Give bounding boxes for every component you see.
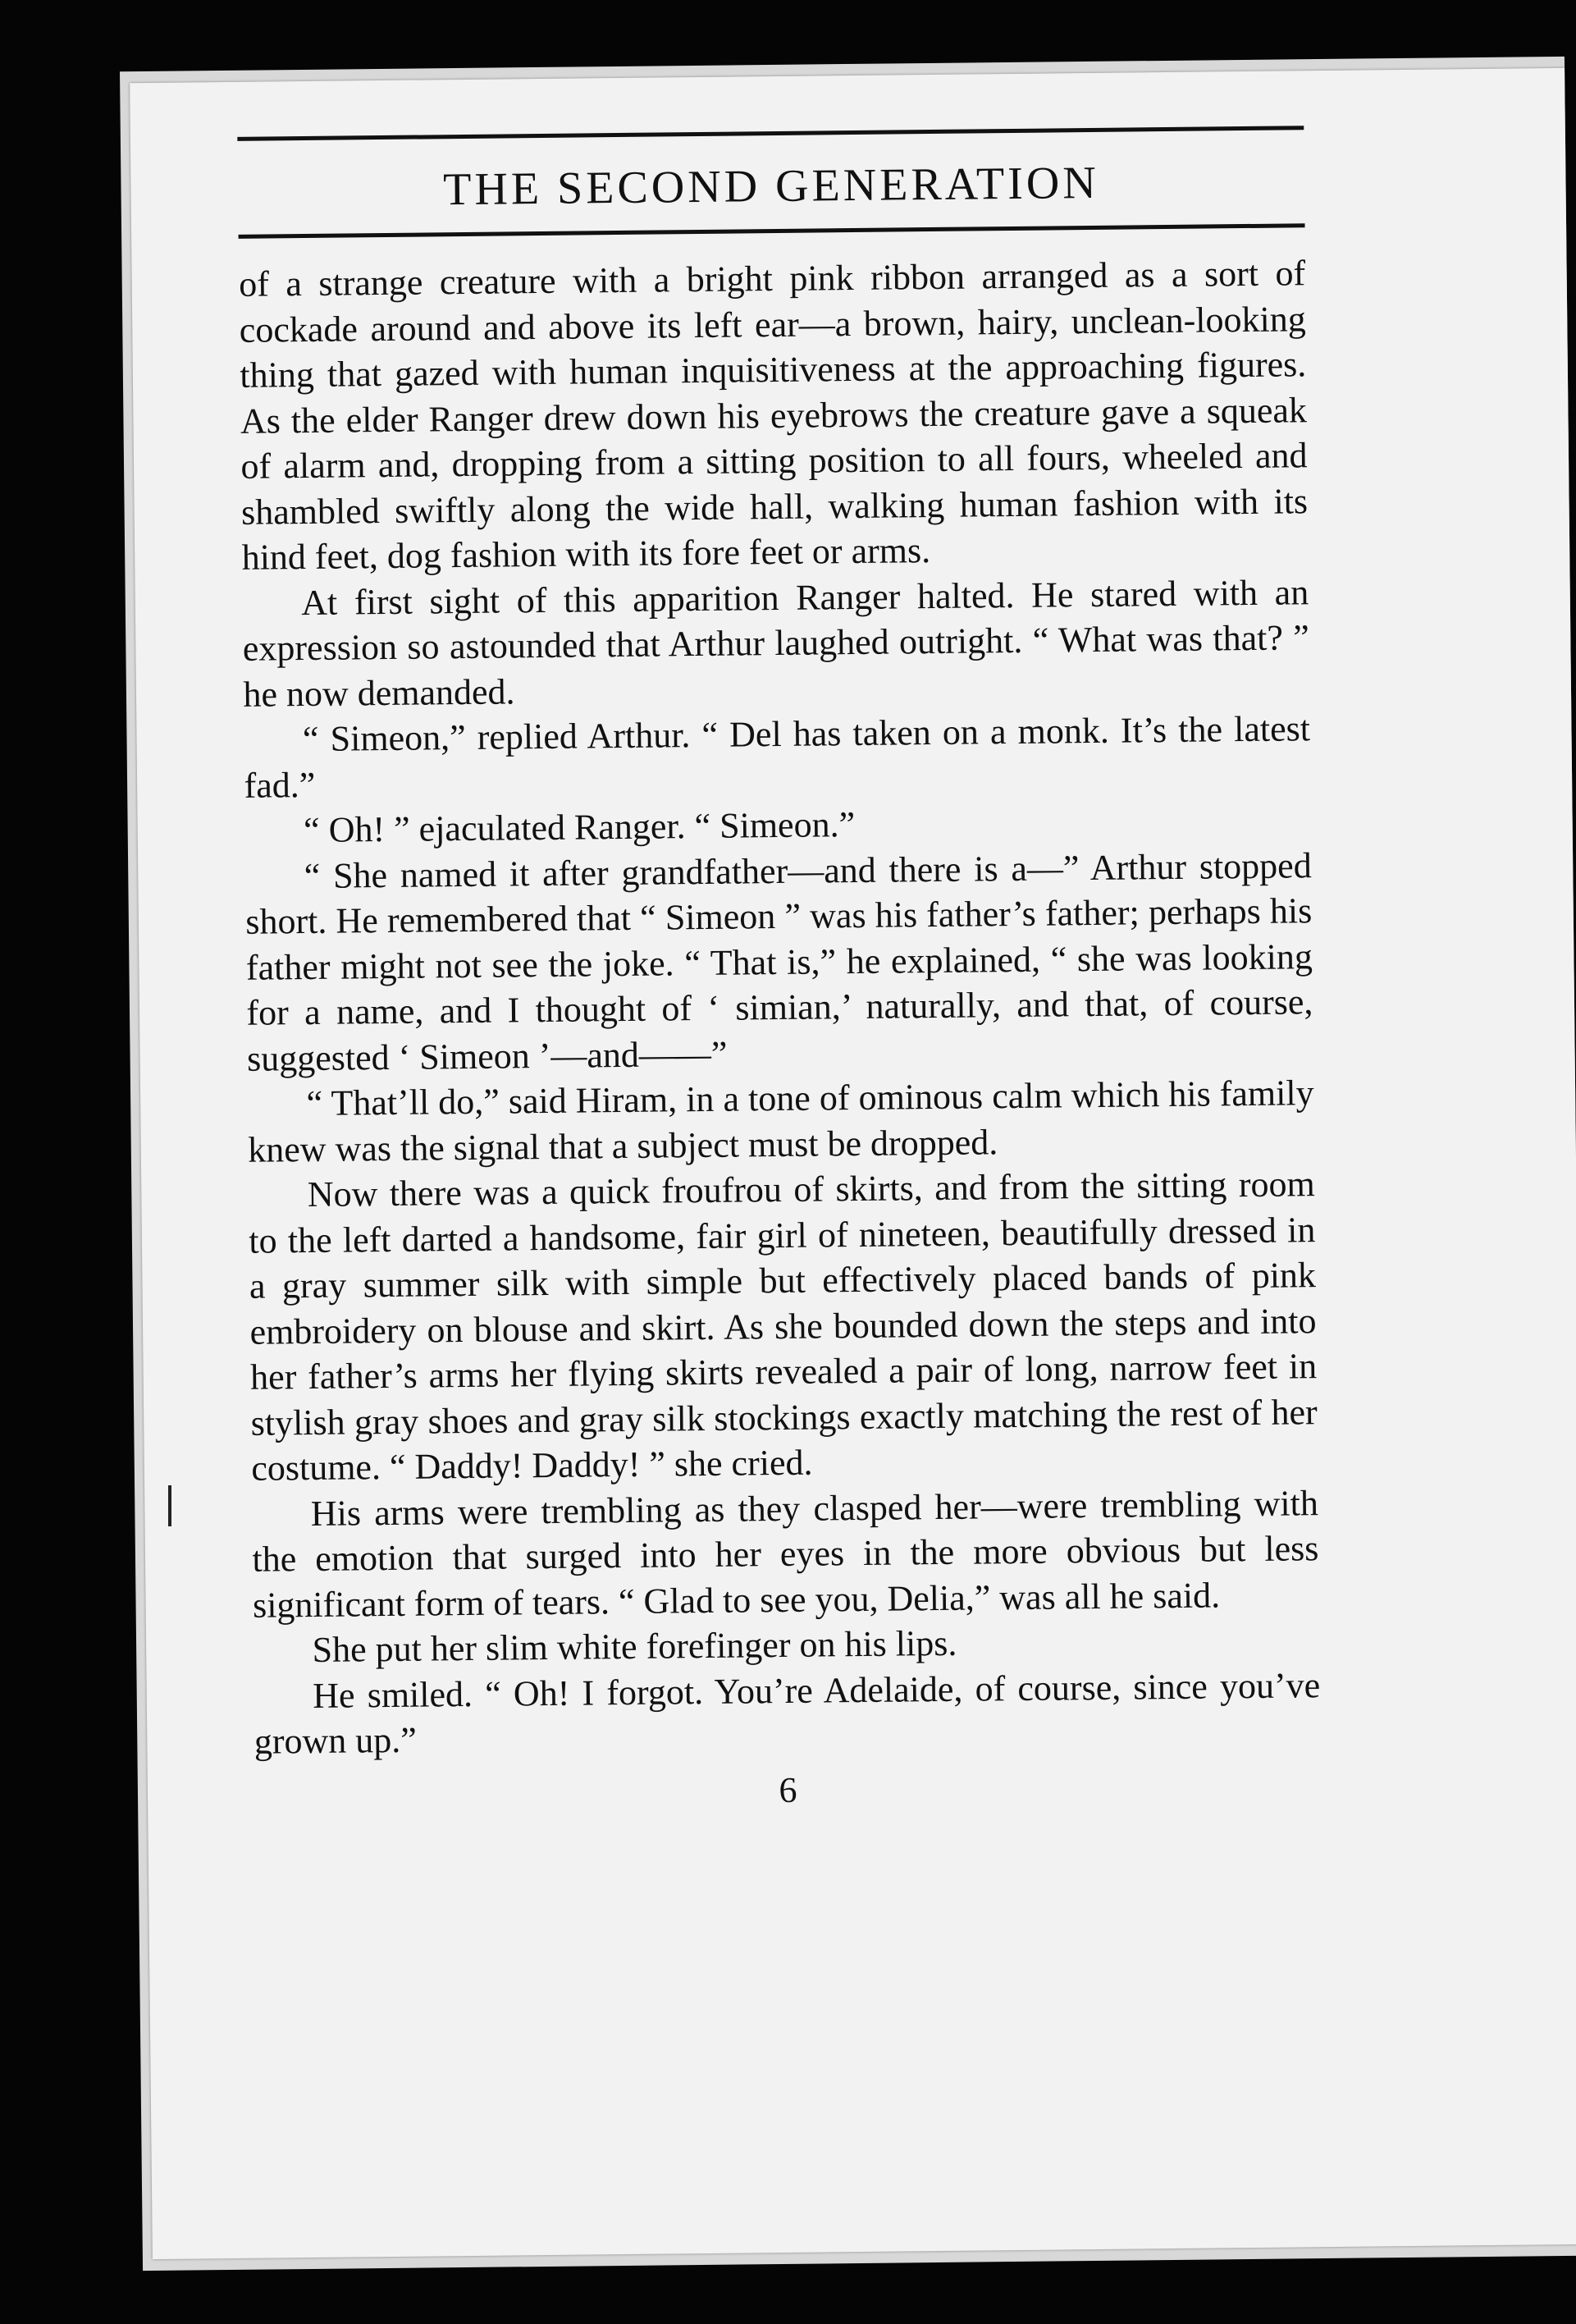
paragraph: “ That’ll do,” said Hiram, in a tone of ominous calm which his family knew was the signal that a subject must be dropped. xyxy=(247,1073,1314,1170)
paragraph: At first sight of this apparition Ranger halted. He stared with an expression so astounded that Arthur laughed outright. “ What was that? ” he now demanded. xyxy=(242,571,1310,715)
body-text xyxy=(239,250,1321,1764)
running-head: THE SECOND GENERATION xyxy=(442,157,1100,216)
header-rule-bottom xyxy=(239,223,1305,239)
margin-mark xyxy=(168,1485,171,1526)
page-number: 6 xyxy=(779,1769,797,1810)
paragraph: His arms were trembling as they clasped her—were trembling with the emotion that surged into her eyes in the more obvious but less significant form of tears. “ Glad to see you, Delia,” was all he said. xyxy=(252,1482,1319,1626)
paragraph: She put her slim white forefinger on his lips. xyxy=(312,1622,957,1671)
paragraph: Now there was a quick froufrou of skirts, and from the sitting room to the left darted a handsome, fair girl of nineteen, beautifully dressed in a gray summer silk with simple but effectively placed bands of pink embroidery on blouse and skirt. As she bounded down the steps and into her father’s arms her flying skirts revealed a pair of long, narrow feet in stylish gray shoes and gray silk stockings exactly matching the rest of her costume. “ Daddy! Daddy! ” she cried. xyxy=(249,1164,1318,1489)
paragraph: He smiled. “ Oh! I forgot. You’re Adelaide, of course, since you’ve grown up.” xyxy=(254,1664,1321,1762)
paragraph: “ She named it after grandfather—and there is a—” Arthur stopped short. He remembered that “ Simeon ” was his father’s father; perhaps his father might not see the joke. “ That is,” he explained, “ she was looking for a name, and I thought of ‘ simian,’ naturally, and that, of course, suggested ‘ Simeon ’—and——” xyxy=(245,844,1313,1079)
paragraph: “ Oh! ” ejaculated Ranger. “ Simeon.” xyxy=(303,804,856,851)
paragraph: of a strange creature with a bright pink ribbon arranged as a sort of cockade around and above its left ear—a brown, hairy, unclean-looking thing that gazed with human inquisitiveness at the approaching figures. As the elder Ranger drew down his eyebrows the creature gave a squeak of alarm and, dropping from a sitting position to all fours, wheeled and shambled swiftly along the wide hall, walking human fashion with its hind feet, dog fashion with its fore feet or arms. xyxy=(238,253,1309,578)
page-content xyxy=(237,126,1321,1818)
paragraph: “ Simeon,” replied Arthur. “ Del has taken on a monk. It’s the latest fad.” xyxy=(244,708,1311,806)
